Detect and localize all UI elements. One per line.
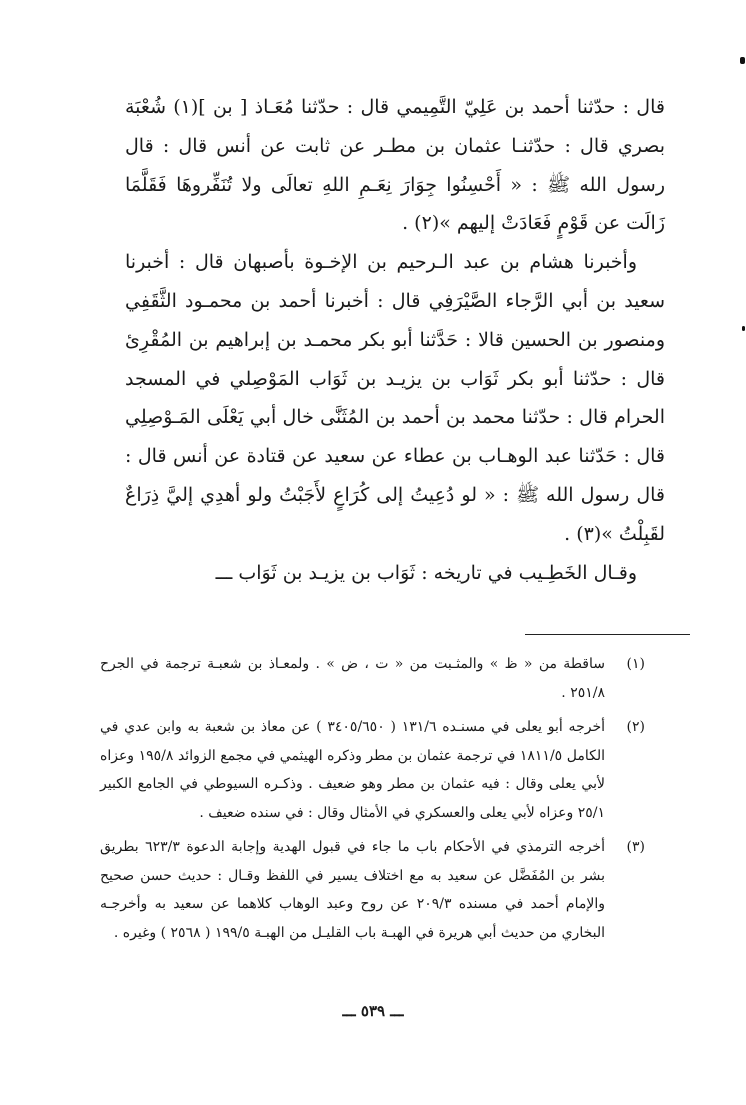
footnote-number: (١) <box>626 656 645 672</box>
footnote <box>100 650 645 707</box>
footnote <box>100 833 645 947</box>
main-text <box>125 88 665 592</box>
footnote-number: (٢) <box>626 719 645 735</box>
footnotes <box>100 650 645 953</box>
paragraph-1: قال : حدّثنا أحمد بن عَلِيّ التَّمِيمي قال : حدّثنا مُعَـاذ [ بن ](١) شُعْبَة بصري قال : حدّثنـا عثمان بن مطـر عن ثابت عن أنس قال : قال رسول الله ﷺ : « أَحْسِنُوا جِوَارَ نِعَـمِ اللهِ تعالَى ولا تُنَفِّروهَا فَقَلَّمَا زَالَت عن قَوْمٍ فَعَادَتْ إليهم »(٢) . <box>125 96 665 235</box>
footnote-number: (٣) <box>626 839 645 855</box>
footnote <box>100 713 645 827</box>
paragraph-3: وقـال الخَطِـيب في تاريخه : ثَوَاب بن يزيـد بن ثَوَاب ـــ <box>215 561 637 584</box>
footnote-text: ساقطة من « ظ » والمثـبت من « ت ، ض » . ولمعـاذ بن شعبـة ترجمة في الجرح ٢٥١/٨ . <box>100 656 605 701</box>
margin-dot <box>742 326 745 331</box>
footnote-text: أخرجه الترمذي في الأحكام باب ما جاء في قبول الهدية وإجابة الدعوة ٦٢٣/٣ بطريق بشر بن المُفَضَّل عن سعيد به مع اختلاف يسير في اللفظ وقـال : حديث حسن صحيح والإمام أحمد في مسنده ٢٠٩/٣ عن روح وعبد الوهاب كلاهما عن سعيد به وأخرجـه البخاري من حديث أبي هريرة في الهبـة باب القليـل من الهبـة ١٩٩/٥ ( ٢٥٦٨ ) وغيره . <box>100 839 605 941</box>
margin-dot <box>740 57 745 64</box>
page-number: ـــ ٥٣٩ ـــ <box>342 1002 404 1020</box>
paragraph-2: وأخبرنا هشام بن عبد الـرحيم بن الإخـوة بأصبهان قال : أخبرنا سعيد بن أبي الرَّجاء الصَّيْرَفِي قال : أخبرنا أحمد بن محمـود الثَّقَفِي ومنصور بن الحسين قالا : حَدَّثنا أبو بكر محمـد بن إبراهيم بن المُقْرِئ قال : حدّثنا أبو بكر ثَوَاب بن يزيـد بن ثَوَاب المَوْصِلي في المسجد الحرام قال : حدّثنا محمد بن أحمد بن المُثَنَّى خال أبي يَعْلَى المَـوْصِلِي قال : حَدّثنا عبد الوهـاب بن عطاء عن سعيد عن قتادة عن أنس قال : قال رسول الله ﷺ : « لو دُعِيتُ إلى كُرَاعٍ لأَجَبْتُ ولو أهدِي إليَّ ذِرَاعٌ لقَبِلْتُ »(٣) . <box>125 251 665 545</box>
footnote-text: أخرجه أبو يعلى في مسنـده ١٣١/٦ ( ٣٤٠٥/٦٥٠ ) عن معاذ بن شعبة به وابن عدي في الكامل ١٨١١/٥ في ترجمة عثمان بن مطر وذكره الهيثمي في مجمع الزوائد ١٩٥/٨ وعزاه لأبي يعلى وقال : فيه عثمان بن مطر وهو ضعيف . وذكـره السيوطي في الجامع الكبير ٢٥/١ وعزاه لأبي يعلى والعسكري في الأمثال وقال : في سنده ضعيف . <box>100 719 605 821</box>
footnote-separator <box>525 634 690 635</box>
